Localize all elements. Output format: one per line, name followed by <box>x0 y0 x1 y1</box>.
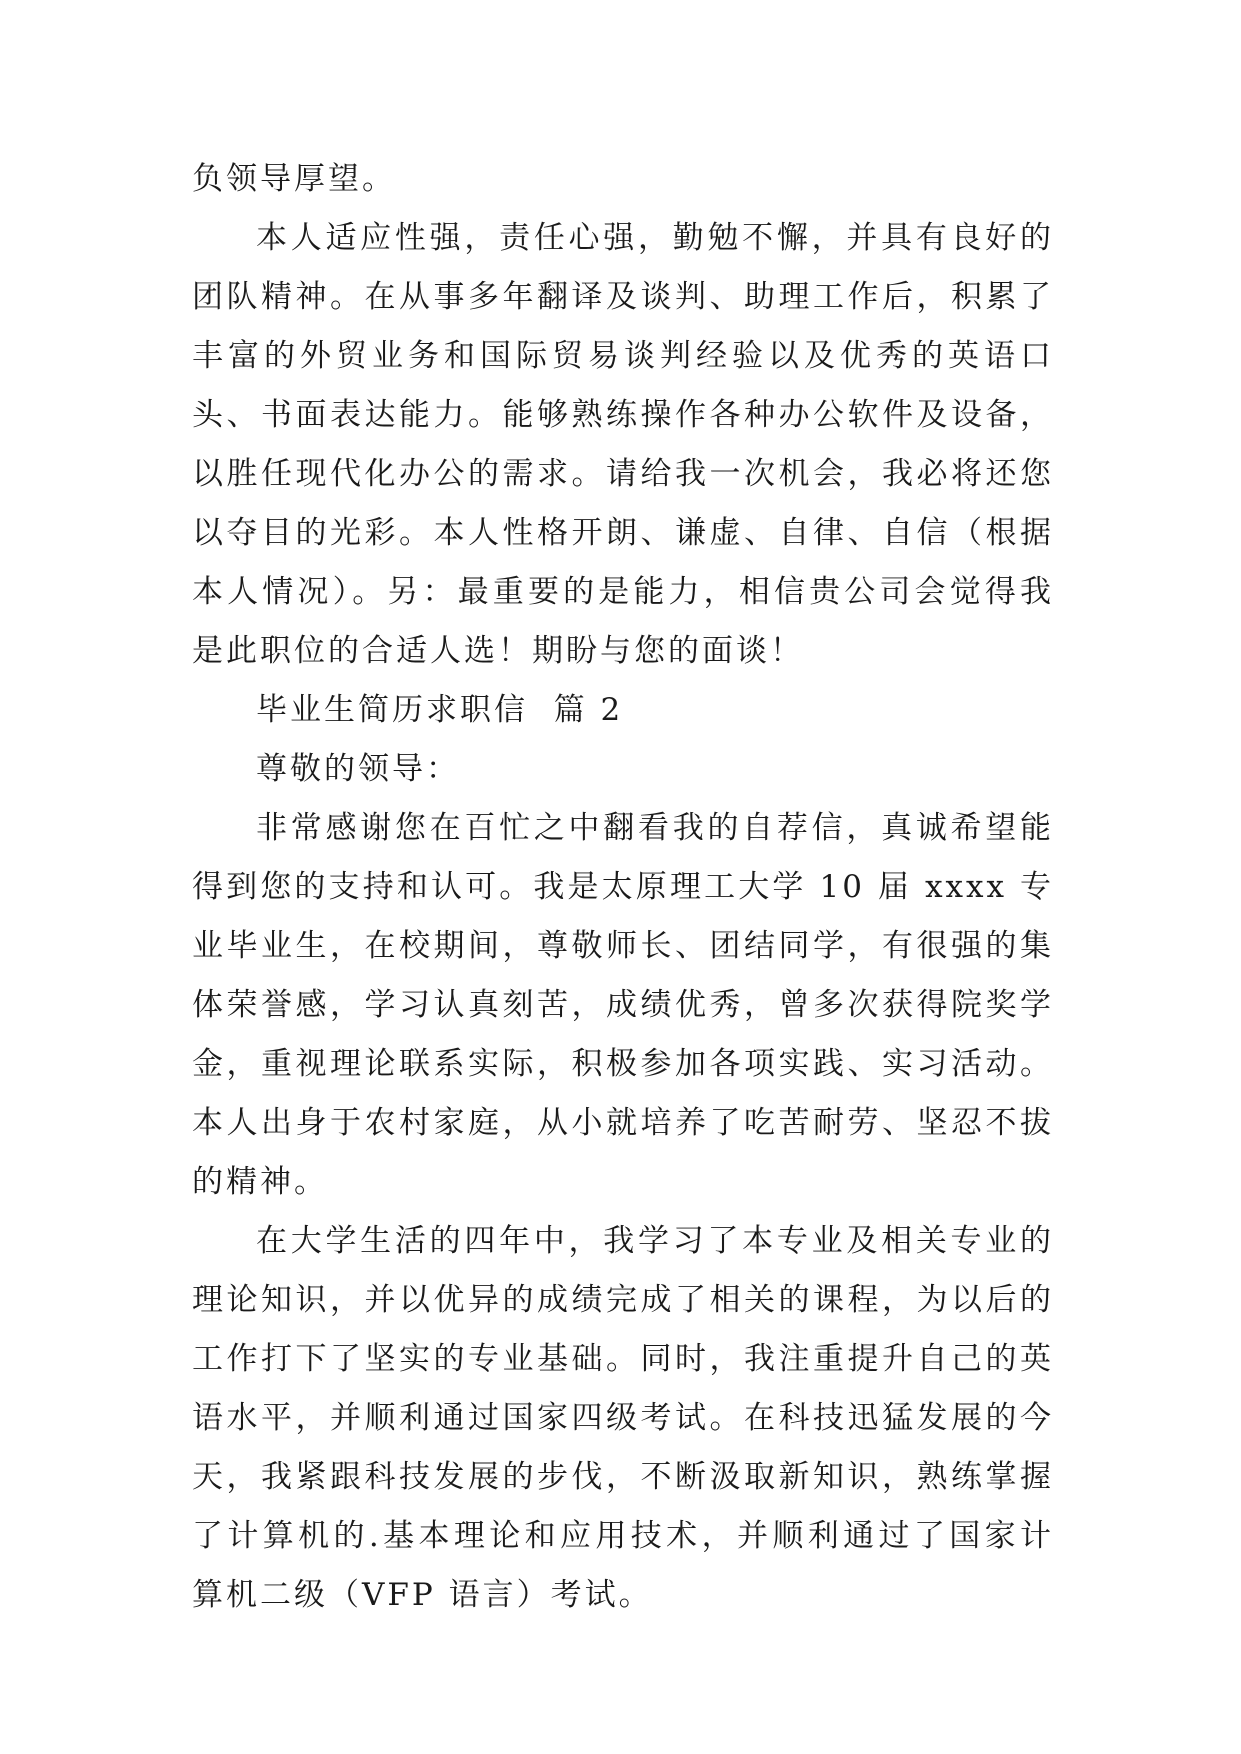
paragraph-study: 在大学生活的四年中，我学习了本专业及相关专业的理论知识，并以优异的成绩完成了相关的课程，为以后的工作打下了坚实的专业基础。同时，我注重提升自己的英语水平，并顺利通过国家四级考试。在科技迅猛发展的今天，我紧跟科技发展的步伐，不断汲取新知识，熟练掌握了计算机的.基本理论和应用技术，并顺利通过了国家计算机二级（VFP 语言）考试。 <box>192 1223 1054 1613</box>
document-body <box>192 150 1054 1625</box>
salutation: 尊敬的领导： <box>256 751 460 787</box>
paragraph-continuation: 负领导厚望。 <box>192 161 396 197</box>
paragraph-self-introduction: 本人适应性强，责任心强，勤勉不懈，并具有良好的团队精神。在从事多年翻译及谈判、助理工作后，积累了丰富的外贸业务和国际贸易谈判经验以及优秀的英语口头、书面表达能力。能够熟练操作各种办公软件及设备，以胜任现代化办公的需求。请给我一次机会，我必将还您以夺目的光彩。本人性格开朗、谦虚、自律、自信（根据本人情况）。另：最重要的是能力，相信贵公司会觉得我是此职位的合适人选！期盼与您的面谈！ <box>192 220 1054 669</box>
section-heading: 毕业生简历求职信 篇 2 <box>256 692 624 728</box>
paragraph-intro: 非常感谢您在百忙之中翻看我的自荐信，真诚希望能得到您的支持和认可。我是太原理工大学 10 届 xxxx 专业毕业生，在校期间，尊敬师长、团结同学，有很强的集体荣誉感，学习认真刻苦，成绩优秀，曾多次获得院奖学金，重视理论联系实际，积极参加各项实践、实习活动。本人出身于农村家庭，从小就培养了吃苦耐劳、坚忍不拔的精神。 <box>192 810 1054 1200</box>
